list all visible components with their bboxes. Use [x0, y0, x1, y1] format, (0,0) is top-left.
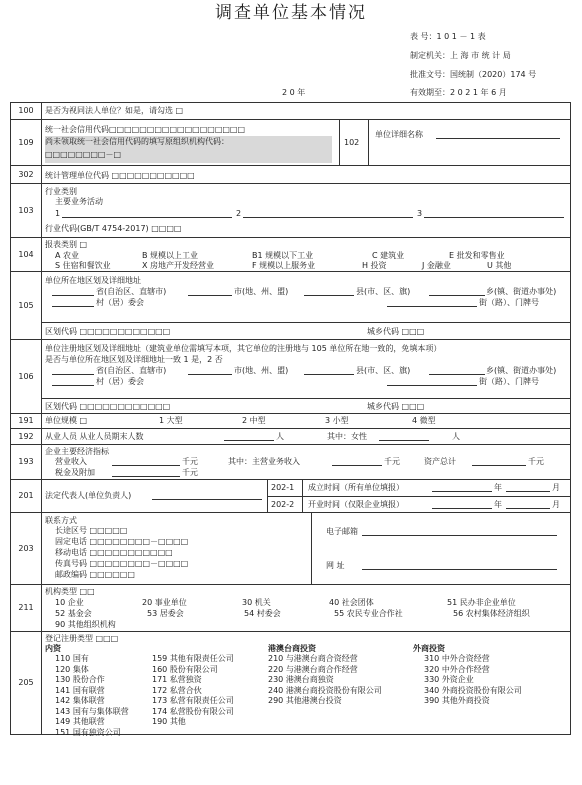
registration-type-option: 220 与港澳台商合作经营	[268, 664, 358, 674]
issuing-org: 制定机关：上 海 市 统 计 局	[410, 51, 511, 60]
org-code-note: 尚未领取统一社会信用代码的填写原组织机构代码：	[45, 137, 229, 146]
row-104	[11, 237, 570, 271]
city-input[interactable]	[188, 366, 232, 375]
registration-type-option: 330 外资企业	[424, 675, 474, 684]
report-type-option: H 投资	[362, 261, 387, 270]
org-type-option: 20 事业单位	[142, 598, 187, 607]
registration-type-option: 142 集体联营	[55, 696, 105, 705]
org-type-option: 10 企业	[55, 598, 84, 607]
opened-month-input[interactable]	[506, 500, 550, 509]
report-type-option: E 批发和零售业	[449, 251, 505, 260]
survey-form	[10, 102, 571, 735]
town-label: 乡(镇、街道办事处)	[486, 287, 557, 296]
tax-label: 税金及附加	[55, 468, 95, 477]
street-label: 街（路）、门牌号	[479, 298, 539, 307]
year-label: 年	[494, 500, 502, 509]
urban-code-field[interactable]: 城乡代码 □□□	[367, 327, 425, 336]
email-input[interactable]	[362, 527, 557, 536]
unit-label: 千元	[384, 457, 400, 466]
org-type-option: 54 村委会	[244, 609, 281, 618]
table-number: 表 号：1 0 1 － 1 表	[410, 32, 486, 41]
registration-type-option: 130 股份合作	[55, 675, 105, 684]
unit-label: 千元	[528, 457, 544, 466]
org-type-option: 53 居委会	[147, 609, 184, 618]
county-label: 县(市、区、旗)	[356, 287, 411, 296]
row-number: 193	[11, 445, 42, 479]
main-activity-label: 主要业务活动	[55, 197, 103, 206]
registration-type-option: 310 中外合资经营	[424, 654, 490, 663]
postcode-field[interactable]: 邮政编码 □□□□□□	[55, 570, 135, 579]
report-type-option: F 规模以上服务业	[252, 261, 316, 270]
detail-name-label: 单位详细名称	[375, 130, 423, 139]
row-number: 105	[11, 272, 42, 339]
row-103	[11, 183, 570, 237]
row-number: 192	[11, 429, 42, 444]
report-type-option: C 建筑业	[372, 251, 405, 260]
town-input[interactable]	[429, 366, 485, 375]
scale-option: 1 大型	[159, 416, 183, 425]
org-type-option: 56 农村集体经济组织	[453, 609, 530, 618]
report-type-field[interactable]: 报表类别 □	[45, 240, 88, 249]
registration-type-option: 320 中外合作经营	[424, 664, 490, 674]
village-input[interactable]	[52, 298, 94, 307]
registration-type-option: 340 外商投资股份有限公司	[424, 685, 522, 695]
location-address-label: 单位所在地区划及详细地址	[45, 276, 141, 285]
org-type-option: 52 基金会	[55, 609, 92, 618]
approval-number: 批准文号：国统制（2020）174 号	[410, 70, 537, 79]
main-revenue-input[interactable]	[332, 457, 382, 466]
founded-label: 成立时间（所有单位填报）	[308, 483, 404, 492]
month-label: 月	[552, 483, 560, 492]
org-type-option: 40 社会团体	[329, 598, 374, 607]
org-type-option: 51 民办非企业单位	[447, 598, 516, 607]
row-105	[11, 271, 570, 339]
row-205	[11, 631, 570, 737]
activity-1-input[interactable]	[62, 209, 232, 218]
org-type-option: 55 农民专业合作社	[334, 609, 403, 618]
founded-year-input[interactable]	[432, 483, 492, 492]
industry-label: 行业类别	[45, 187, 77, 196]
econ-indicators-label: 企业主要经济指标	[45, 447, 109, 456]
registration-type-option: 171 私营独资	[152, 675, 202, 684]
row-number: 203	[11, 513, 42, 584]
registration-type-option: 159 其他有限责任公司	[152, 654, 234, 663]
founded-month-input[interactable]	[506, 483, 550, 492]
row-192	[11, 428, 570, 444]
village-label: 村（居）委会	[96, 377, 144, 386]
row-number: 302	[11, 166, 42, 183]
activity-1-label: 1	[55, 209, 61, 218]
fax-field[interactable]: 传真号码 □□□□□□□□－□□□□	[55, 559, 189, 568]
registered-address-label: 单位注册地区划及详细地址（建筑业单位需填写本项，其它单位的注册地与 105 单位所在地一致的，免填本项）	[45, 344, 442, 353]
street-label: 街（路）、门牌号	[479, 377, 539, 386]
unit-scale-field[interactable]: 单位规模 □	[45, 416, 88, 425]
scale-option: 2 中型	[242, 416, 266, 425]
activity-2-label: 2	[236, 209, 242, 218]
activity-3-input[interactable]	[424, 209, 564, 218]
row-211	[11, 584, 570, 631]
report-type-option: B1 规模以下工业	[252, 251, 314, 260]
city-input[interactable]	[188, 287, 232, 296]
row-number: 205	[11, 632, 42, 734]
county-input[interactable]	[304, 366, 354, 375]
report-type-option: S 住宿和餐饮业	[55, 261, 111, 270]
persons-unit: 人	[452, 432, 460, 441]
row-number: 102	[344, 138, 360, 147]
registration-type-option: 230 港澳台商独资	[268, 675, 334, 684]
phone-field[interactable]: 固定电话 □□□□□□□□－□□□□	[55, 537, 189, 546]
detail-name-input[interactable]	[436, 130, 560, 139]
registration-type-option: 151 国有独资公司	[55, 727, 121, 737]
website-input[interactable]	[362, 561, 557, 570]
province-input[interactable]	[52, 366, 94, 375]
registration-type-option: 210 与港澳台商合资经营	[268, 654, 358, 663]
persons-unit: 人	[276, 432, 284, 441]
tax-input[interactable]	[112, 468, 180, 477]
domestic-heading: 内资	[45, 644, 61, 653]
credit-code-field[interactable]: 统一社会信用代码□□□□□□□□□□□□□□□□□□	[45, 125, 246, 134]
revenue-input[interactable]	[112, 457, 180, 466]
row-203	[11, 512, 570, 584]
town-label: 乡(镇、街道办事处)	[486, 366, 557, 375]
report-type-option: U 其他	[487, 261, 512, 270]
employees-label: 从业人员 从业人员期末人数	[45, 432, 144, 441]
org-type-option: 30 机关	[242, 598, 271, 607]
province-label: 省(自治区、直辖市)	[96, 287, 167, 296]
row-number: 211	[11, 585, 42, 631]
city-label: 市(地、州、盟)	[234, 366, 289, 375]
assets-input[interactable]	[472, 457, 526, 466]
registration-type-option: 120 集体	[55, 664, 89, 674]
region-code-field[interactable]: 区划代码 □□□□□□□□□□□□	[45, 402, 171, 411]
registration-type-option: 390 其他外商投资	[424, 696, 490, 705]
registration-type-field[interactable]: 登记注册类型 □□□	[45, 634, 119, 643]
registration-type-option: 141 国有联营	[55, 685, 105, 695]
registration-type-option: 190 其他	[152, 717, 186, 726]
main-revenue-label: 其中：主营业务收入	[228, 457, 300, 466]
row-number: 201	[11, 480, 42, 512]
same-address-field[interactable]: 是否与单位所在地区划及详细地址一致 1 是，2 否	[45, 355, 223, 364]
opened-label: 开业时间（仅限企业填报）	[308, 500, 404, 509]
row-number: 202-2	[271, 500, 295, 509]
org-type-field[interactable]: 机构类型 □□	[45, 587, 95, 596]
registration-type-option: 173 私营有限责任公司	[152, 696, 234, 705]
area-code-field[interactable]: 长途区号 □□□□□	[55, 526, 128, 535]
registration-type-option: 143 国有与集体联营	[55, 706, 129, 716]
female-label: 其中：女性	[327, 432, 367, 441]
report-type-option: J 金融业	[422, 261, 451, 270]
contact-label: 联系方式	[45, 516, 77, 525]
opened-year-input[interactable]	[432, 500, 492, 509]
revenue-label: 营业收入	[55, 457, 87, 466]
row-number: 100	[11, 103, 42, 119]
row-number: 104	[11, 238, 42, 271]
row-302	[11, 165, 570, 183]
row-number: 103	[11, 184, 42, 237]
region-code-field[interactable]: 区划代码 □□□□□□□□□□□□	[45, 327, 171, 336]
town-input[interactable]	[429, 287, 485, 296]
village-input[interactable]	[52, 377, 94, 386]
legal-entity-checkbox[interactable]: 是否为视同法人单位？如是，请勾选 □	[45, 106, 184, 115]
registration-type-option: 110 国有	[55, 654, 89, 663]
row-number: 191	[11, 414, 42, 428]
row-106	[11, 339, 570, 413]
street-input[interactable]	[387, 298, 477, 307]
page-title: 调查单位基本情况	[215, 3, 367, 23]
report-type-option: X 房地产开发经营业	[142, 261, 215, 270]
hk-macao-taiwan-heading: 港澳台商投资	[268, 644, 316, 653]
report-type-option: B 规模以上工业	[142, 251, 199, 260]
month-label: 月	[552, 500, 560, 509]
row-109	[11, 119, 570, 165]
row-number: 109	[11, 120, 42, 165]
legal-rep-input[interactable]	[152, 491, 262, 500]
email-label: 电子邮箱	[326, 527, 358, 536]
female-input[interactable]	[379, 432, 429, 441]
county-label: 县(市、区、旗)	[356, 366, 411, 375]
county-input[interactable]	[304, 287, 354, 296]
village-label: 村（居）委会	[96, 298, 144, 307]
row-number: 106	[11, 340, 42, 413]
org-code-field[interactable]: □□□□□□□□－□	[45, 150, 122, 159]
year-label: 年	[494, 483, 502, 492]
city-label: 市(地、州、盟)	[234, 287, 289, 296]
assets-label: 资产总计	[424, 457, 456, 466]
employees-input[interactable]	[224, 432, 274, 441]
row-193	[11, 444, 570, 479]
activity-3-label: 3	[417, 209, 423, 218]
scale-option: 3 小型	[325, 416, 349, 425]
unit-label: 千元	[182, 468, 198, 477]
row-number: 202-1	[271, 483, 295, 492]
website-label: 网 址	[326, 561, 345, 570]
row-100	[11, 103, 570, 119]
industry-code-field[interactable]: 行业代码(GB/T 4754-2017) □□□□	[45, 224, 182, 233]
stat-unit-code-field[interactable]: 统计管理单位代码 □□□□□□□□□□□	[45, 171, 195, 180]
legal-rep-label: 法定代表人(单位负责人)	[45, 491, 132, 500]
valid-until: 有效期至：2 0 2 1 年 6 月	[410, 88, 507, 97]
registration-type-option: 240 港澳台商投资股份有限公司	[268, 685, 382, 695]
activity-2-input[interactable]	[243, 209, 413, 218]
province-label: 省(自治区、直辖市)	[96, 366, 167, 375]
urban-code-field[interactable]: 城乡代码 □□□	[367, 402, 425, 411]
registration-type-option: 149 其他联营	[55, 717, 105, 726]
survey-year: 2 0 年	[282, 88, 306, 97]
province-input[interactable]	[52, 287, 94, 296]
mobile-field[interactable]: 移动电话 □□□□□□□□□□□	[55, 548, 173, 557]
unit-label: 千元	[182, 457, 198, 466]
street-input[interactable]	[387, 377, 477, 386]
registration-type-option: 174 私营股份有限公司	[152, 706, 234, 716]
report-type-option: A 农业	[55, 251, 80, 260]
scale-option: 4 微型	[412, 416, 436, 425]
row-201	[11, 479, 570, 512]
foreign-heading: 外商投资	[413, 644, 445, 653]
registration-type-option: 160 股份有限公司	[152, 664, 218, 674]
registration-type-option: 290 其他港澳台投资	[268, 696, 342, 705]
registration-type-option: 172 私营合伙	[152, 685, 202, 695]
org-type-option: 90 其他组织机构	[55, 620, 116, 629]
row-191	[11, 413, 570, 428]
